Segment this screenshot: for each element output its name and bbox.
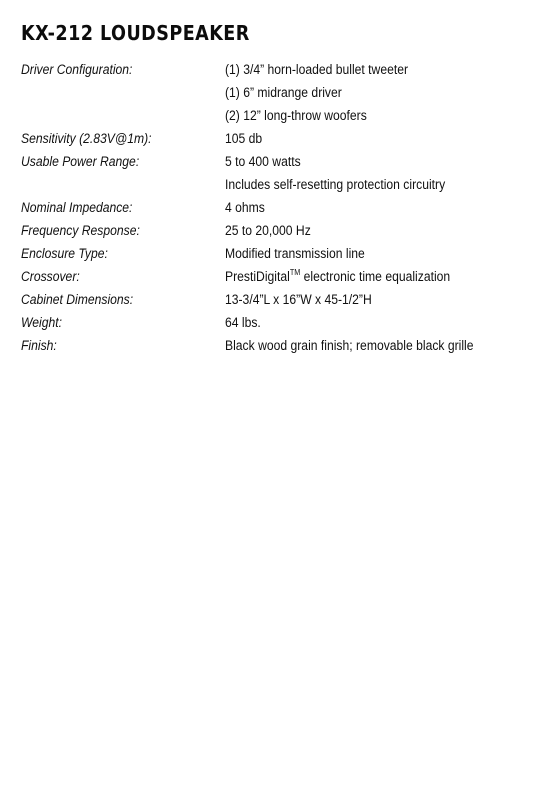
spec-label: Usable Power Range: xyxy=(21,154,140,169)
spec-values xyxy=(225,127,551,150)
spec-value: Black wood grain finish; removable black grille xyxy=(225,338,474,353)
spec-label: Driver Configuration: xyxy=(21,62,133,77)
spec-row-finish xyxy=(21,334,551,357)
spec-values xyxy=(225,288,551,311)
spec-row-enclosure-type xyxy=(21,242,551,265)
spec-value: Includes self-resetting protection circuitry xyxy=(225,177,446,192)
spec-values xyxy=(225,219,551,242)
spec-label: Cabinet Dimensions: xyxy=(21,292,134,307)
spec-row-nominal-impedance xyxy=(21,196,551,219)
spec-value: (1) 6” midrange driver xyxy=(225,85,342,100)
spec-value: 13-3/4”L x 16”W x 45-1/2”H xyxy=(225,292,372,307)
spec-row-crossover xyxy=(21,265,551,288)
spec-values xyxy=(225,311,551,334)
spec-row-sensitivity xyxy=(21,127,551,150)
spec-value: 64 lbs. xyxy=(225,315,261,330)
spec-row-driver-configuration xyxy=(21,58,551,127)
spec-value-crossover xyxy=(225,265,518,288)
spec-value: (1) 3/4” horn-loaded bullet tweeter xyxy=(225,62,409,77)
crossover-brand: PrestiDigital xyxy=(225,269,290,284)
spec-value: 5 to 400 watts xyxy=(225,154,301,169)
spec-label: Enclosure Type: xyxy=(21,246,108,261)
spec-label: Crossover: xyxy=(21,269,80,284)
spec-values xyxy=(225,196,551,219)
spec-row-cabinet-dimensions xyxy=(21,288,551,311)
spec-label: Sensitivity (2.83V@1m): xyxy=(21,131,152,146)
page-title: KX-212 LOUDSPEAKER xyxy=(21,21,250,45)
spec-value: 105 db xyxy=(225,131,263,146)
spec-value: Modified transmission line xyxy=(225,246,365,261)
spec-values xyxy=(225,265,551,288)
spec-value: 4 ohms xyxy=(225,200,265,215)
spec-values xyxy=(225,334,551,357)
spec-value: 25 to 20,000 Hz xyxy=(225,223,311,238)
spec-value: (2) 12” long-throw woofers xyxy=(225,108,367,123)
spec-label: Nominal Impedance: xyxy=(21,200,133,215)
crossover-description: electronic time equalization xyxy=(300,269,451,284)
spec-label: Weight: xyxy=(21,315,62,330)
spec-row-frequency-response xyxy=(21,219,551,242)
spec-values xyxy=(225,58,551,127)
spec-row-usable-power-range xyxy=(21,150,551,196)
spec-row-weight xyxy=(21,311,551,334)
spec-list xyxy=(21,58,551,357)
spec-values xyxy=(225,242,551,265)
spec-label: Frequency Response: xyxy=(21,223,140,238)
spec-label: Finish: xyxy=(21,338,57,353)
spec-values xyxy=(225,150,551,196)
trademark-mark: TM xyxy=(289,268,301,277)
